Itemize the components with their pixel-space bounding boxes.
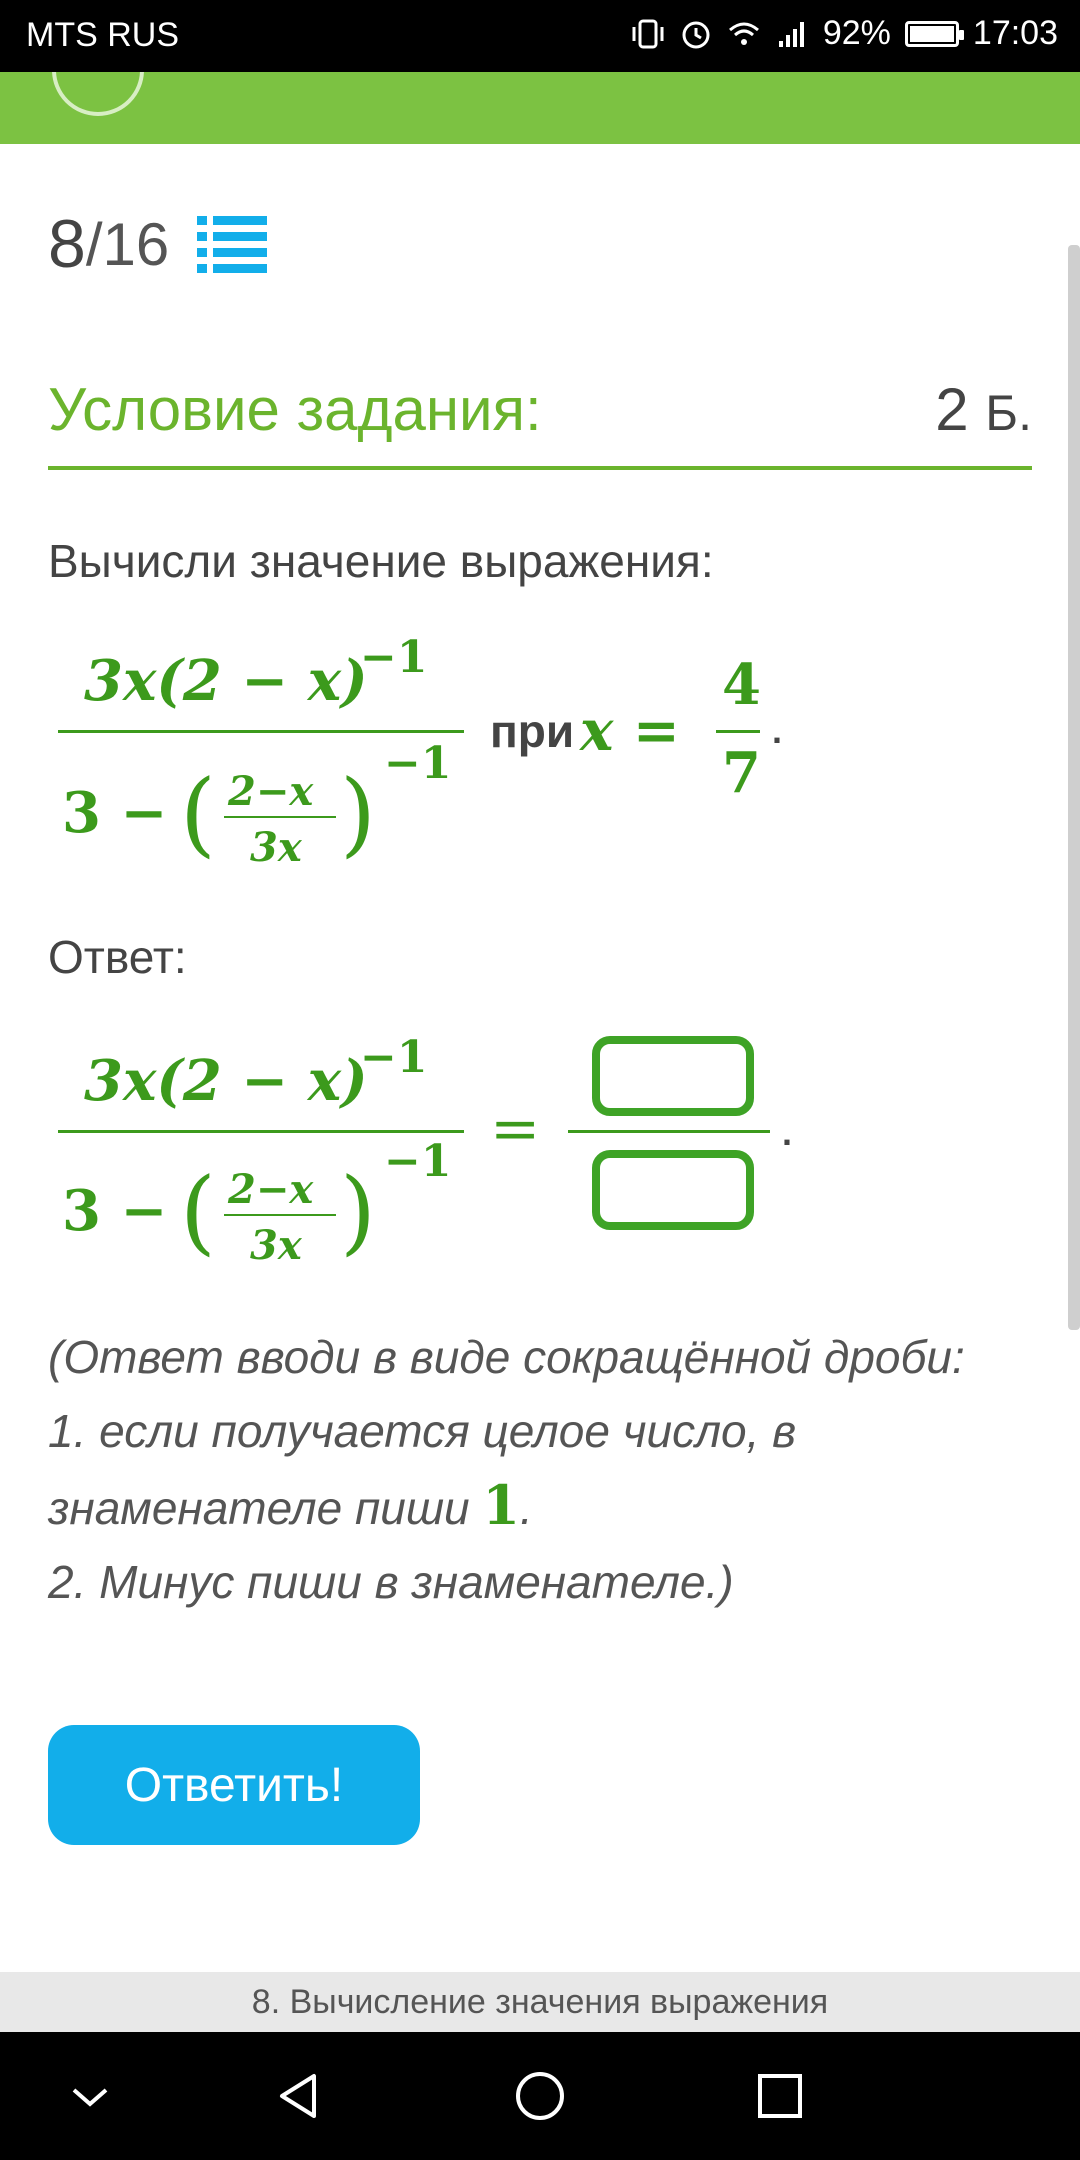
expr-denominator-exponent: −1 [384,738,452,789]
list-icon[interactable] [197,212,267,276]
back-triangle-icon[interactable] [270,2066,330,2126]
answer-expr-denominator-exponent: −1 [384,1136,452,1187]
expr-at-word: при [490,705,575,757]
answer-instructions [48,1320,1028,1619]
scrollbar[interactable] [1068,245,1080,1330]
answer-expr-denominator-prefix: 3 − [62,1178,168,1244]
expr-value-numerator: 4 [722,652,761,718]
answer-denominator-input[interactable] [592,1150,754,1230]
expr-inner-denominator: 3x [250,824,302,871]
clock: 17:03 [972,14,1058,52]
expr-value-denominator: 7 [722,740,761,806]
expr-left-paren: ( [180,760,216,867]
app-header [0,72,1080,144]
battery-icon [905,21,959,47]
answer-end-dot: . [782,1112,793,1153]
status-bar [0,0,1080,72]
answer-label: Ответ: [48,931,187,983]
answer-expr-left-paren: ( [180,1158,216,1265]
expr-numerator-exponent: −1 [360,632,428,683]
header-avatar-icon[interactable] [52,72,144,116]
chevron-down-icon[interactable] [60,2066,120,2126]
answer-expr-numerator: 3x(2 − x) [84,1048,368,1114]
expr-right-paren: ) [340,760,376,867]
instruction-line-1: (Ответ вводи в виде сокращённой дроби: [48,1331,965,1383]
title-divider [48,466,1032,470]
battery-percent: 92% [822,14,891,52]
task-topic-footer: 8. Вычисление значения выражения [0,1972,1080,2032]
expr-denominator-prefix: 3 − [62,780,168,846]
answer-expr-numerator-exponent: −1 [360,1032,428,1083]
vibrate-icon [631,17,665,51]
answer-numerator-input[interactable] [592,1036,754,1116]
instruction-line-3-text: знаменателе пиши [48,1482,470,1534]
instruction-line-3 [48,1468,1028,1545]
answer-expr-fraction-bar [58,1130,464,1133]
instruction-line-3-number: 1 [482,1473,520,1537]
task-progress [48,205,267,283]
instruction-line-4: 2. Минус пиши в знаменателе.) [48,1556,734,1608]
carrier-name: MTS RUS [26,16,179,54]
points-unit: Б. [985,385,1032,441]
status-icons [631,14,1058,53]
instruction-line-2: 1. если получается целое число, в [48,1405,797,1457]
answer-expr-inner-fraction-bar [224,1214,336,1216]
task-prompt: Вычисли значение выражения: [48,535,714,587]
expr-inner-fraction-bar [224,816,336,818]
wifi-icon [727,17,761,51]
recent-square-icon[interactable] [750,2066,810,2126]
points-value: 2 [935,376,969,443]
answer-equals-sign: = [490,1094,541,1164]
current-task-number: 8 [48,206,86,282]
task-title: Условие задания: [48,376,542,443]
expr-fraction-bar [58,730,464,733]
answer-expr-inner-numerator: 2−x [228,1166,314,1213]
expr-numerator: 3x(2 − x) [84,648,368,714]
answer-expr-right-paren: ) [340,1158,376,1265]
expr-end-dot: . [772,710,783,751]
expr-inner-numerator: 2−x [228,768,314,815]
answer-expr-inner-denominator: 3x [250,1222,302,1269]
alarm-icon [679,17,713,51]
submit-answer-button[interactable]: Ответить! [48,1725,420,1845]
expr-variable: x = [580,698,680,764]
expr-value-fraction-bar [716,730,760,733]
total-task-count: 16 [102,210,170,278]
answer-fraction-bar [568,1130,770,1133]
progress-separator: / [85,210,103,278]
signal-icon [775,17,809,51]
task-points [935,375,1032,444]
android-navigation-bar [0,2032,1080,2160]
instruction-line-3-dot: . [520,1482,533,1534]
home-circle-icon[interactable] [510,2066,570,2126]
